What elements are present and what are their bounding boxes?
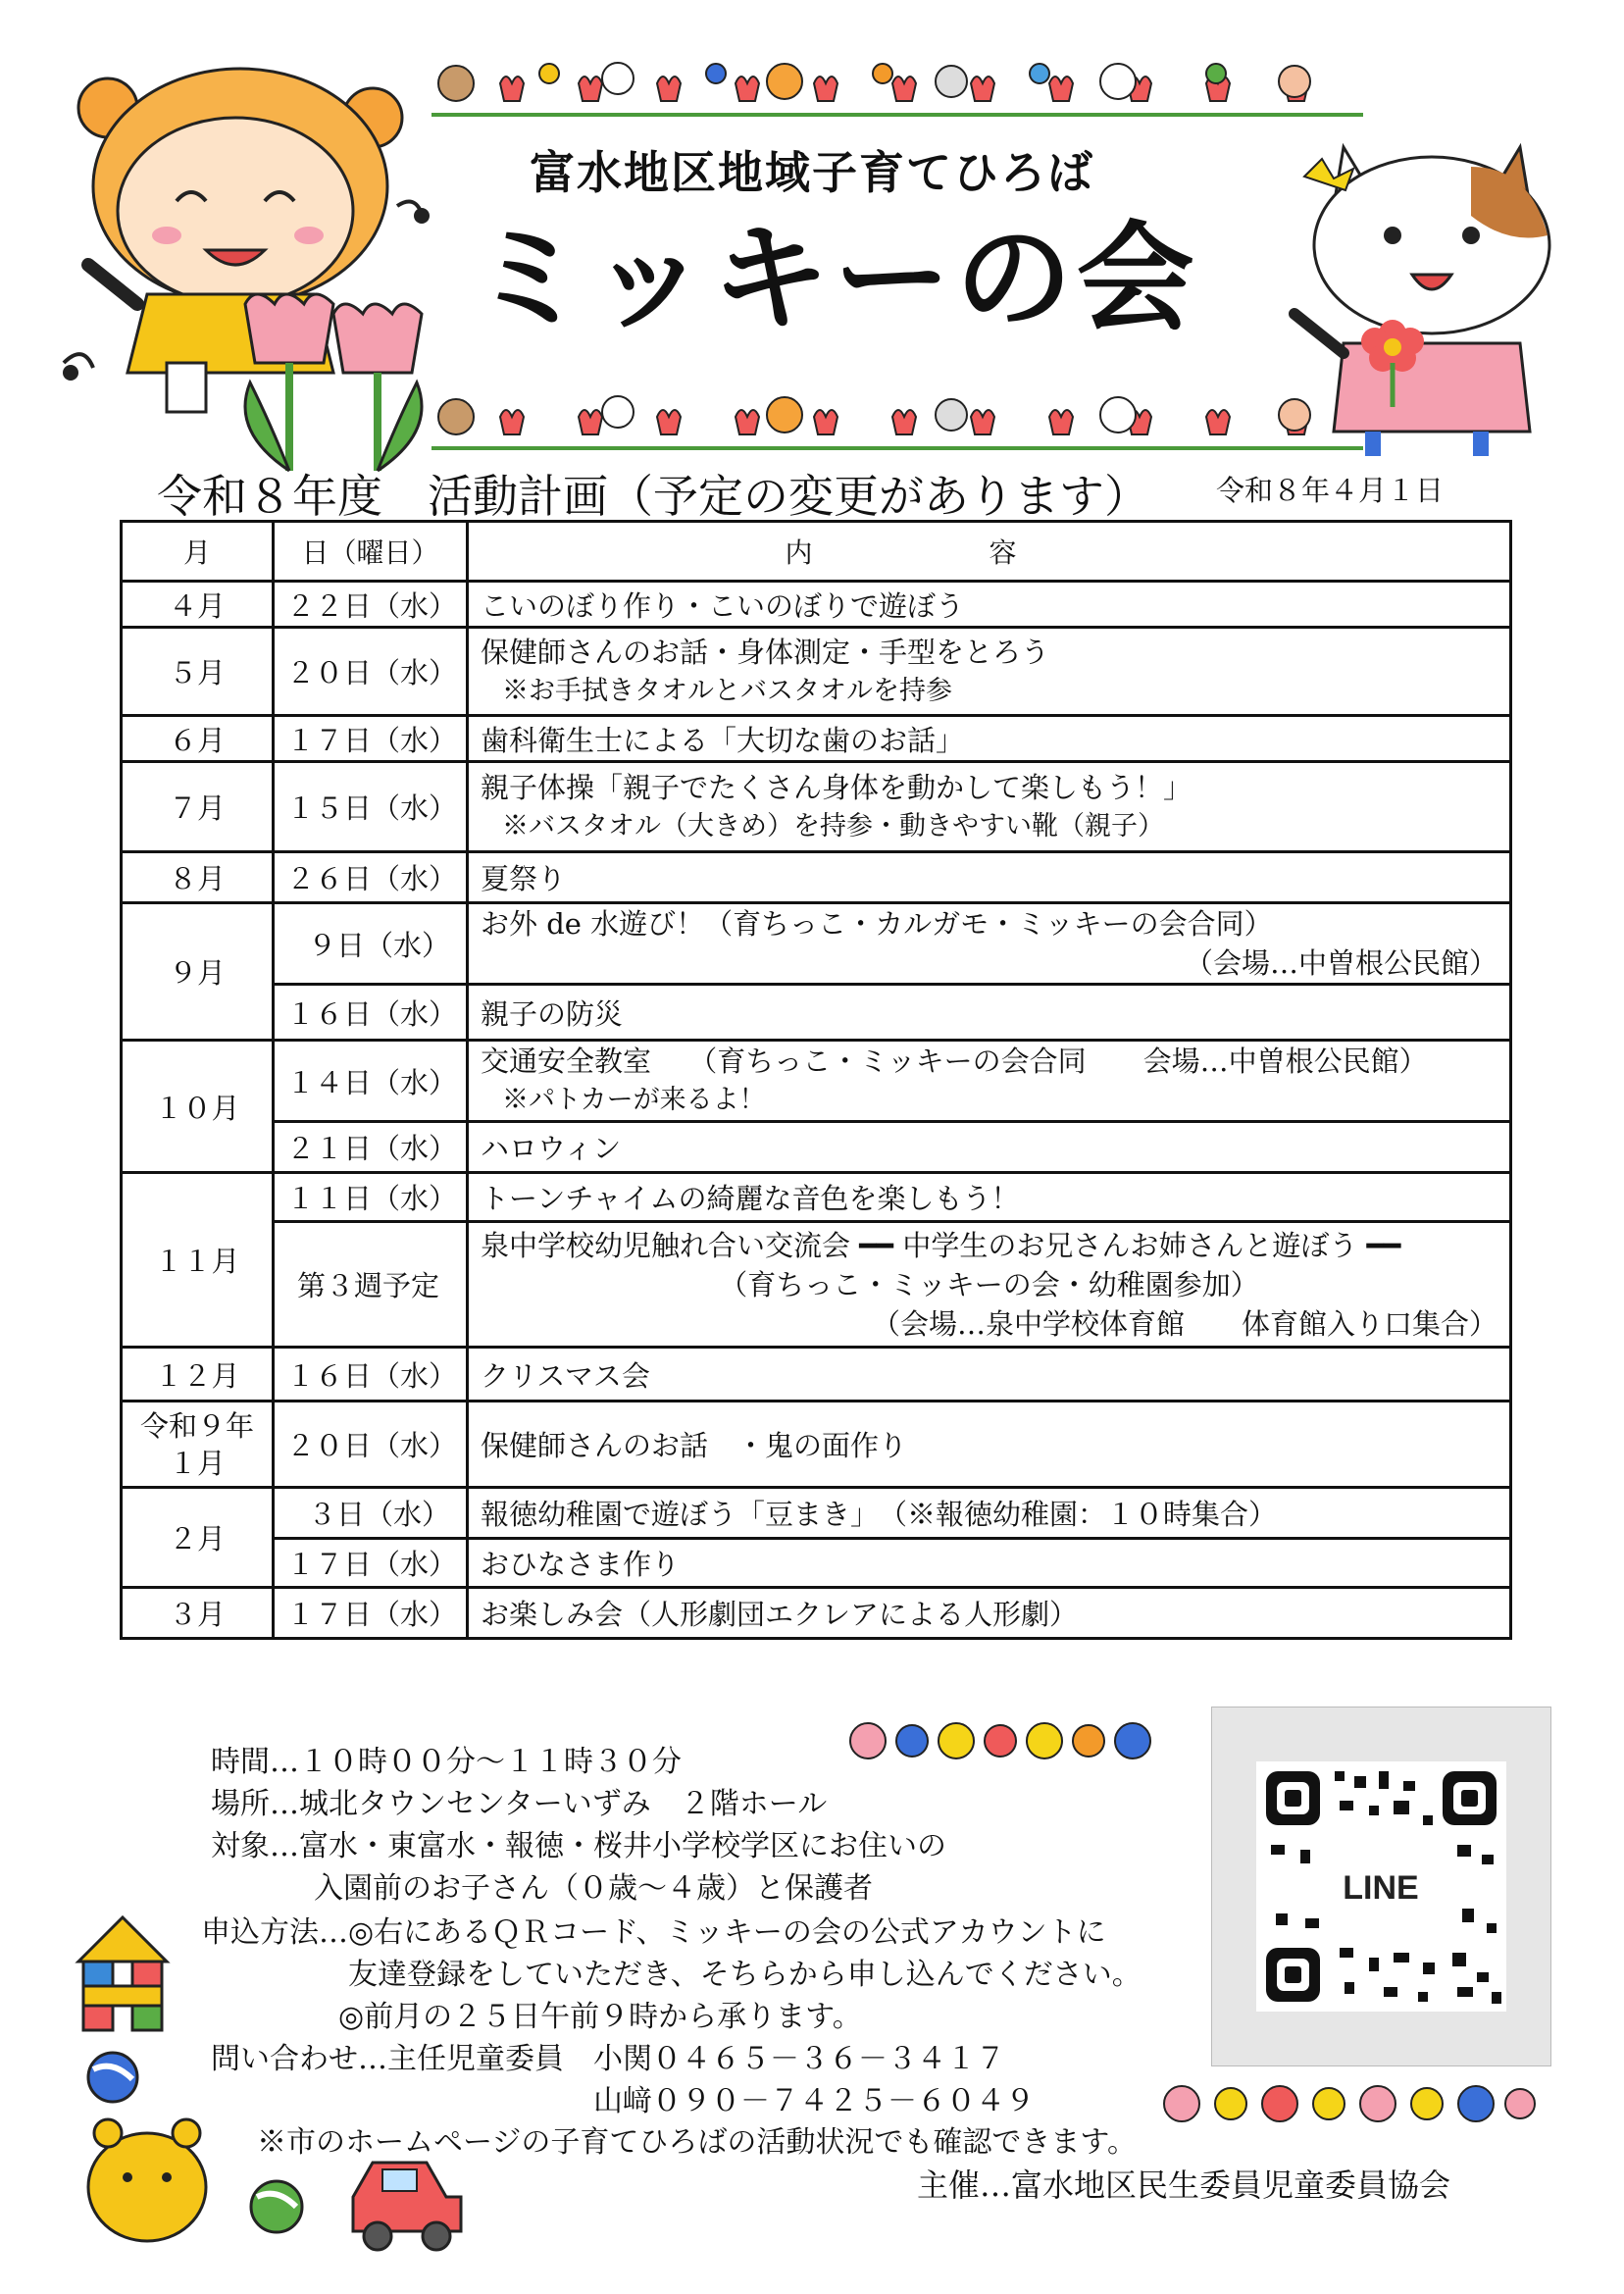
date-cell: １７日（水） [274, 1588, 468, 1639]
table-row [122, 628, 1511, 716]
info-target: 対象…富水・東富水・報徳・桜井小学校学区にお住いの [211, 1829, 946, 1863]
content-note: ※バスタオル（大きめ）を持参・動きやすい靴（親子） [502, 810, 1164, 841]
info-contact-2: 山﨑０９０－７４２５－６０４９ [593, 2084, 1035, 2118]
header-month: 月 [122, 522, 274, 582]
subtitle: 富水地区地域子育てひろば [530, 146, 1094, 199]
month-cell: ３月 [122, 1588, 274, 1639]
content-note: （育ちっこ・ミッキーの会・幼稚園参加） [719, 1267, 1259, 1301]
content-cell: 保健師さんのお話 ・鬼の面作り [468, 1402, 1511, 1488]
date-cell: ９日（水） [274, 903, 468, 985]
content-cell: 歯科衛生士による「大切な歯のお話」 [468, 716, 1511, 762]
table-row [122, 1222, 1511, 1348]
qr-line-label: LINE [1343, 1869, 1419, 1907]
content-note: ※お手拭きタオルとバスタオルを持参 [502, 675, 952, 706]
table-row [122, 582, 1511, 628]
month-cell [122, 1402, 274, 1488]
month-cell: ４月 [122, 582, 274, 628]
info-apply-2: 友達登録をしていただき、そちらから申し込んでください。 [348, 1958, 1142, 1992]
content-note-2: （会場…泉中学校体育館 体育館入り口集合） [871, 1306, 1497, 1341]
month-cell: ２月 [122, 1488, 274, 1588]
info-target-2: 入園前のお子さん（０歳～４歳）と保護者 [314, 1871, 873, 1906]
table-row [122, 903, 1511, 985]
table-row [122, 762, 1511, 852]
content-cell: 夏祭り [468, 852, 1511, 903]
content-cell: おひなさま作り [468, 1539, 1511, 1588]
table-row [122, 852, 1511, 903]
content-text: 保健師さんのお話・身体測定・手型をとろう [481, 635, 1050, 669]
content-cell: クリスマス会 [468, 1348, 1511, 1402]
table-row [122, 1041, 1511, 1122]
date-cell: １７日（水） [274, 1539, 468, 1588]
content-text: 泉中学校幼児触れ合い交流会 ━━ 中学生のお兄さんお姉さんと遊ぼう ━━ [481, 1228, 1401, 1262]
month-cell: ６月 [122, 716, 274, 762]
content-cell [468, 628, 1511, 716]
content-cell [468, 762, 1511, 852]
date-cell: １６日（水） [274, 985, 468, 1041]
month-era: 令和９年 [139, 1408, 254, 1443]
header-content: 内容 [468, 522, 1511, 582]
month-cell: ５月 [122, 628, 274, 716]
date-cell: ３日（水） [274, 1488, 468, 1539]
date-cell: １４日（水） [274, 1041, 468, 1122]
date-cell: １１日（水） [274, 1173, 468, 1222]
table-row [122, 1173, 1511, 1222]
plan-heading: 令和８年度 活動計画（予定の変更があります） [157, 470, 1149, 523]
month-label: １月 [168, 1446, 226, 1480]
table-row [122, 1348, 1511, 1402]
content-cell: 報徳幼稚園で遊ぼう「豆まき」 （※報徳幼稚園：１０時集合） [468, 1488, 1511, 1539]
flower-illustration [1353, 304, 1432, 412]
content-text: 親子体操「親子でたくさん身体を動かして楽しもう！」 [481, 770, 1193, 804]
date-cell: １７日（水） [274, 716, 468, 762]
line-qr-code[interactable] [1211, 1707, 1551, 2066]
content-cell: こいのぼり作り・こいのぼりで遊ぼう [468, 582, 1511, 628]
content-cell [468, 903, 1511, 985]
table-row [122, 1122, 1511, 1173]
content-text: お外 de 水遊び！（育ちっこ・カルガモ・ミッキーの会合同） [481, 907, 1273, 941]
content-text: 交通安全教室 （育ちっこ・ミッキーの会合同 会場…中曽根公民館） [481, 1045, 1428, 1078]
month-cell: １２月 [122, 1348, 274, 1402]
top-decoration-border [431, 54, 1363, 123]
table-row [122, 1402, 1511, 1488]
month-cell: ９月 [122, 903, 274, 1041]
flowers-chicks-decoration-bottom [1157, 2069, 1549, 2138]
content-cell: トーンチャイムの綺麗な音色を楽しもう！ [468, 1173, 1511, 1222]
table-row [122, 1539, 1511, 1588]
issue-date: 令和８年４月１日 [1216, 474, 1445, 507]
info-homepage-note: ※市のホームページの子育てひろばの活動状況でも確認できます。 [257, 2125, 1137, 2160]
organizer: 主催…富水地区民生委員児童委員協会 [917, 2167, 1451, 2204]
tulip-pair-illustration [226, 284, 441, 481]
schedule-table [120, 520, 1512, 1640]
month-cell: ８月 [122, 852, 274, 903]
date-cell: ２０日（水） [274, 628, 468, 716]
date-cell: １６日（水） [274, 1348, 468, 1402]
table-row [122, 716, 1511, 762]
content-note: ※パトカーが来るよ！ [502, 1085, 766, 1115]
month-cell: １１月 [122, 1173, 274, 1348]
info-apply: 申込方法…◎右にあるＱＲコード、ミッキーの会の公式アカウントに [201, 1915, 1106, 1950]
content-note: （会場…中曽根公民館） [1184, 946, 1497, 980]
content-cell [468, 1041, 1511, 1122]
info-time: 時間…１０時００分～１１時３０分 [211, 1745, 682, 1779]
page-title: ミッキーの会 [471, 211, 1198, 347]
date-cell: ２２日（水） [274, 582, 468, 628]
date-cell: １５日（水） [274, 762, 468, 852]
month-cell: ７月 [122, 762, 274, 852]
content-cell: ハロウィン [468, 1122, 1511, 1173]
date-cell: ２０日（水） [274, 1402, 468, 1488]
content-cell: お楽しみ会（人形劇団エクレアによる人形劇） [468, 1588, 1511, 1639]
toys-illustration [39, 1903, 481, 2266]
table-header-row [122, 522, 1511, 582]
bottom-header-decoration-border [431, 387, 1363, 456]
flowers-chicks-decoration-top [843, 1707, 1177, 1775]
info-place: 場所…城北タウンセンターいずみ ２階ホール [211, 1787, 828, 1821]
table-row [122, 1588, 1511, 1639]
table-row [122, 1488, 1511, 1539]
date-cell: 第３週予定 [274, 1222, 468, 1348]
date-cell: ２６日（水） [274, 852, 468, 903]
month-cell: １０月 [122, 1041, 274, 1173]
info-contact: 問い合わせ…主任児童委員 小関０４６５－３６－３４１７ [211, 2042, 1005, 2076]
header-date: 日（曜日） [274, 522, 468, 582]
date-cell: ２１日（水） [274, 1122, 468, 1173]
content-cell: 親子の防災 [468, 985, 1511, 1041]
content-cell [468, 1222, 1511, 1348]
info-apply-3: ◎前月の２５日午前９時から承ります。 [338, 2000, 862, 2034]
table-row [122, 985, 1511, 1041]
